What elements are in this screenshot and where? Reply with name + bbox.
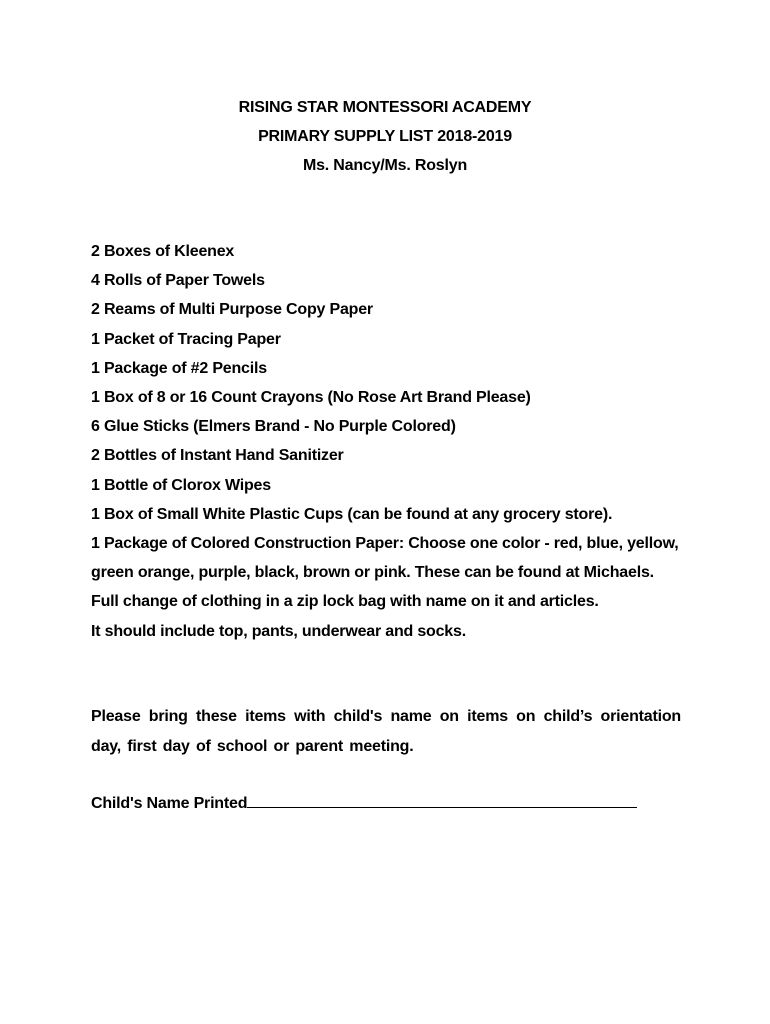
supply-item: 4 Rolls of Paper Towels	[91, 272, 265, 290]
supply-item: 6 Glue Sticks (Elmers Brand - No Purple Colored)	[91, 418, 456, 436]
list-title: PRIMARY SUPPLY LIST 2018-2019	[258, 128, 512, 145]
supply-item: 1 Package of Colored Construction Paper: Choose one color - red, blue, yellow, green orange, purple, black, brown or pink. These can be found at Michaels.	[91, 535, 679, 582]
supply-list	[91, 237, 683, 646]
school-name: RISING STAR MONTESSORI ACADEMY	[238, 99, 532, 116]
document-header	[0, 93, 770, 180]
supply-item: 2 Reams of Multi Purpose Copy Paper	[91, 301, 373, 319]
child-name-field	[91, 789, 637, 818]
supply-item: 1 Box of 8 or 16 Count Crayons (No Rose Art Brand Please)	[91, 389, 531, 407]
supply-item: 1 Packet of Tracing Paper	[91, 330, 281, 348]
child-name-label: Child's Name Printed	[91, 795, 248, 812]
supply-item: 2 Boxes of Kleenex	[91, 243, 235, 260]
teacher-names: Ms. Nancy/Ms. Roslyn	[302, 157, 468, 174]
supply-item: 1 Box of Small White Plastic Cups (can be found at any grocery store).	[91, 505, 613, 523]
supply-item: 1 Bottle of Clorox Wipes	[91, 476, 271, 494]
orientation-notice: Please bring these items with child's name on items on child’s orientation day, first day of school or parent meeting.	[91, 708, 681, 755]
clothing-note-line-1: Full change of clothing in a zip lock bag with name on it and articles.	[91, 593, 599, 611]
supply-item: 2 Bottles of Instant Hand Sanitizer	[91, 447, 344, 465]
supply-item: 1 Package of #2 Pencils	[91, 359, 267, 377]
child-name-blank[interactable]	[247, 790, 637, 808]
clothing-note-line-2: It should include top, pants, underwear and socks.	[91, 622, 466, 640]
